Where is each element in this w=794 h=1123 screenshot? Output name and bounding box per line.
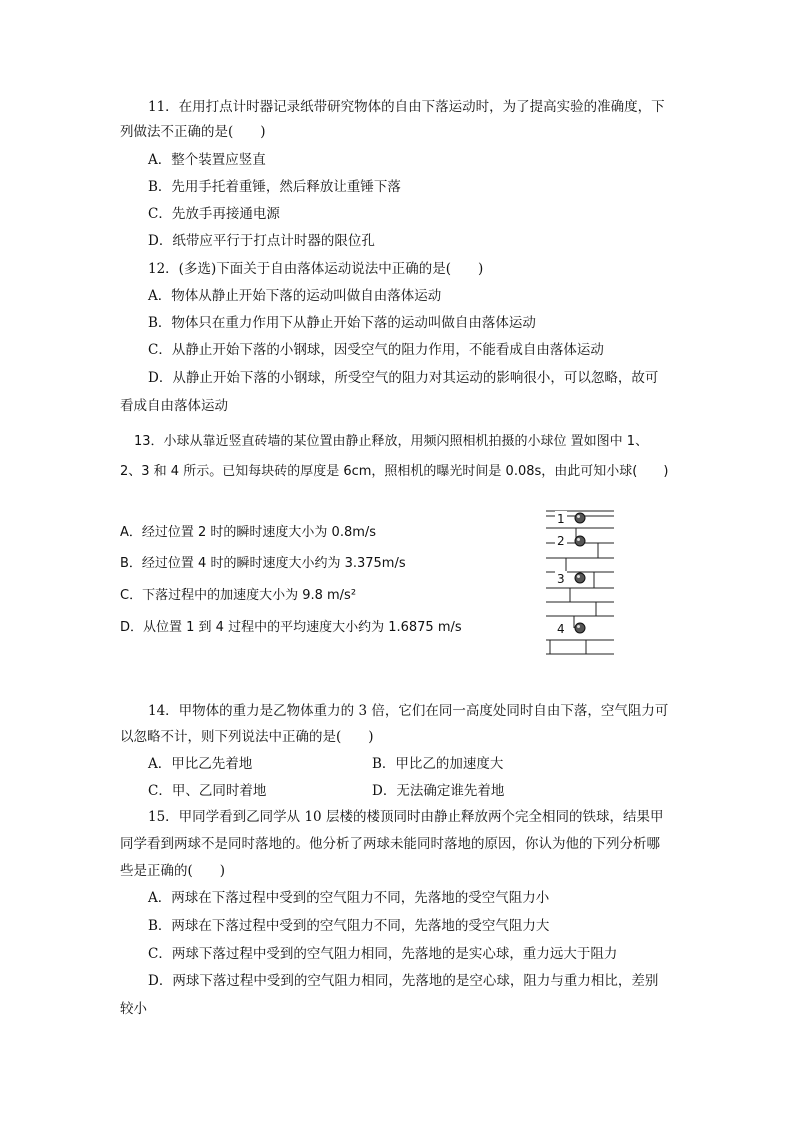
q13-option-b: B．经过位置 4 时的瞬时速度大小约为 3.375m/s xyxy=(120,556,406,571)
q15-option-a: A．两球在下落过程中受到的空气阻力不同，先落地的受空气阻力小 xyxy=(148,890,550,906)
q11-stem-line1: 11．在用打点计时器记录纸带研究物体的自由下落运动时，为了提高实验的准确度，下 xyxy=(148,99,665,115)
q13-option-a: A．经过位置 2 时的瞬时速度大小为 0.8m/s xyxy=(120,525,377,540)
q15-option-d-cont: 较小 xyxy=(120,1001,147,1017)
q14-option-d: D．无法确定谁先着地 xyxy=(372,783,505,799)
q12-option-d: D．从静止开始下落的小钢球，所受空气的阻力对其运动的影响很小，可以忽略，故可 xyxy=(148,370,659,386)
ball-highlight-4 xyxy=(577,625,580,628)
q15-option-c: C．两球下落过程中受到的空气阻力相同，先落地的是实心球，重力远大于阻力 xyxy=(148,946,618,962)
position-label-3: 3 xyxy=(557,572,565,586)
ball-position-2 xyxy=(575,536,585,546)
q14-stem-line2: 以忽略不计，则下列说法中正确的是( ) xyxy=(120,729,374,745)
q15-stem-line2: 同学看到两球不是同时落地的。他分析了两球未能同时落地的原因，你认为他的下列分析哪 xyxy=(120,836,660,852)
ball-highlight-2 xyxy=(577,538,580,541)
q14-option-b: B．甲比乙的加速度大 xyxy=(372,756,504,772)
q11-option-a: A．整个装置应竖直 xyxy=(148,152,266,168)
q13-stem-line2: 2、3 和 4 所示。已知每块砖的厚度是 6cm，照相机的曝光时间是 0.08s，由此可知小球( ) xyxy=(120,464,669,479)
q15-option-d: D．两球下落过程中受到的空气阻力相同，先落地的是空心球，阻力与重力相比，差别 xyxy=(148,973,659,989)
q14-stem-line1: 14．甲物体的重力是乙物体重力的 3 倍，它们在同一高度处同时自由下落，空气阻力可 xyxy=(148,703,669,719)
q11-stem-line2: 列做法不正确的是( ) xyxy=(120,124,266,140)
ball-position-3 xyxy=(575,573,585,583)
ball-position-1 xyxy=(575,513,585,523)
q14-option-c: C．甲、乙同时着地 xyxy=(148,783,267,799)
brick-wall-figure xyxy=(546,508,616,658)
q15-stem-line1: 15．甲同学看到乙同学从 10 层楼的楼顶同时由静止释放两个完全相同的铁球，结果甲 xyxy=(148,809,664,825)
position-label-4: 4 xyxy=(557,622,565,636)
q12-stem: 12．(多选)下面关于自由落体运动说法中正确的是( ) xyxy=(148,261,484,277)
q12-option-a: A．物体从静止开始下落的运动叫做自由落体运动 xyxy=(148,288,442,304)
q13-stem-line1: 13．小球从靠近竖直砖墙的某位置由静止释放，用频闪照相机拍摄的小球位 置如图中 1、 xyxy=(134,434,649,449)
q14-option-a: A．甲比乙先着地 xyxy=(148,756,253,772)
q11-option-c: C．先放手再接通电源 xyxy=(148,206,280,222)
ball-highlight-3 xyxy=(577,575,580,578)
q13-option-d: D．从位置 1 到 4 过程中的平均速度大小约为 1.6875 m/s xyxy=(120,620,462,635)
q13-option-c: C．下落过程中的加速度大小为 9.8 m/s² xyxy=(120,588,357,603)
position-label-2: 2 xyxy=(557,534,565,548)
q15-stem-line3: 些是正确的( ) xyxy=(120,863,226,879)
ball-highlight-1 xyxy=(577,515,580,518)
q11-option-b: B．先用手托着重锤，然后释放让重锤下落 xyxy=(148,179,401,195)
q12-option-b: B．物体只在重力作用下从静止开始下落的运动叫做自由落体运动 xyxy=(148,315,536,331)
q12-option-c: C．从静止开始下落的小钢球，因受空气的阻力作用，不能看成自由落体运动 xyxy=(148,342,604,358)
q15-option-b: B．两球在下落过程中受到的空气阻力不同，先落地的受空气阻力大 xyxy=(148,918,550,934)
position-label-1: 1 xyxy=(557,512,565,526)
ball-position-4 xyxy=(575,623,585,633)
q11-option-d: D．纸带应平行于打点计时器的限位孔 xyxy=(148,233,375,249)
q12-option-d-cont: 看成自由落体运动 xyxy=(120,398,228,414)
